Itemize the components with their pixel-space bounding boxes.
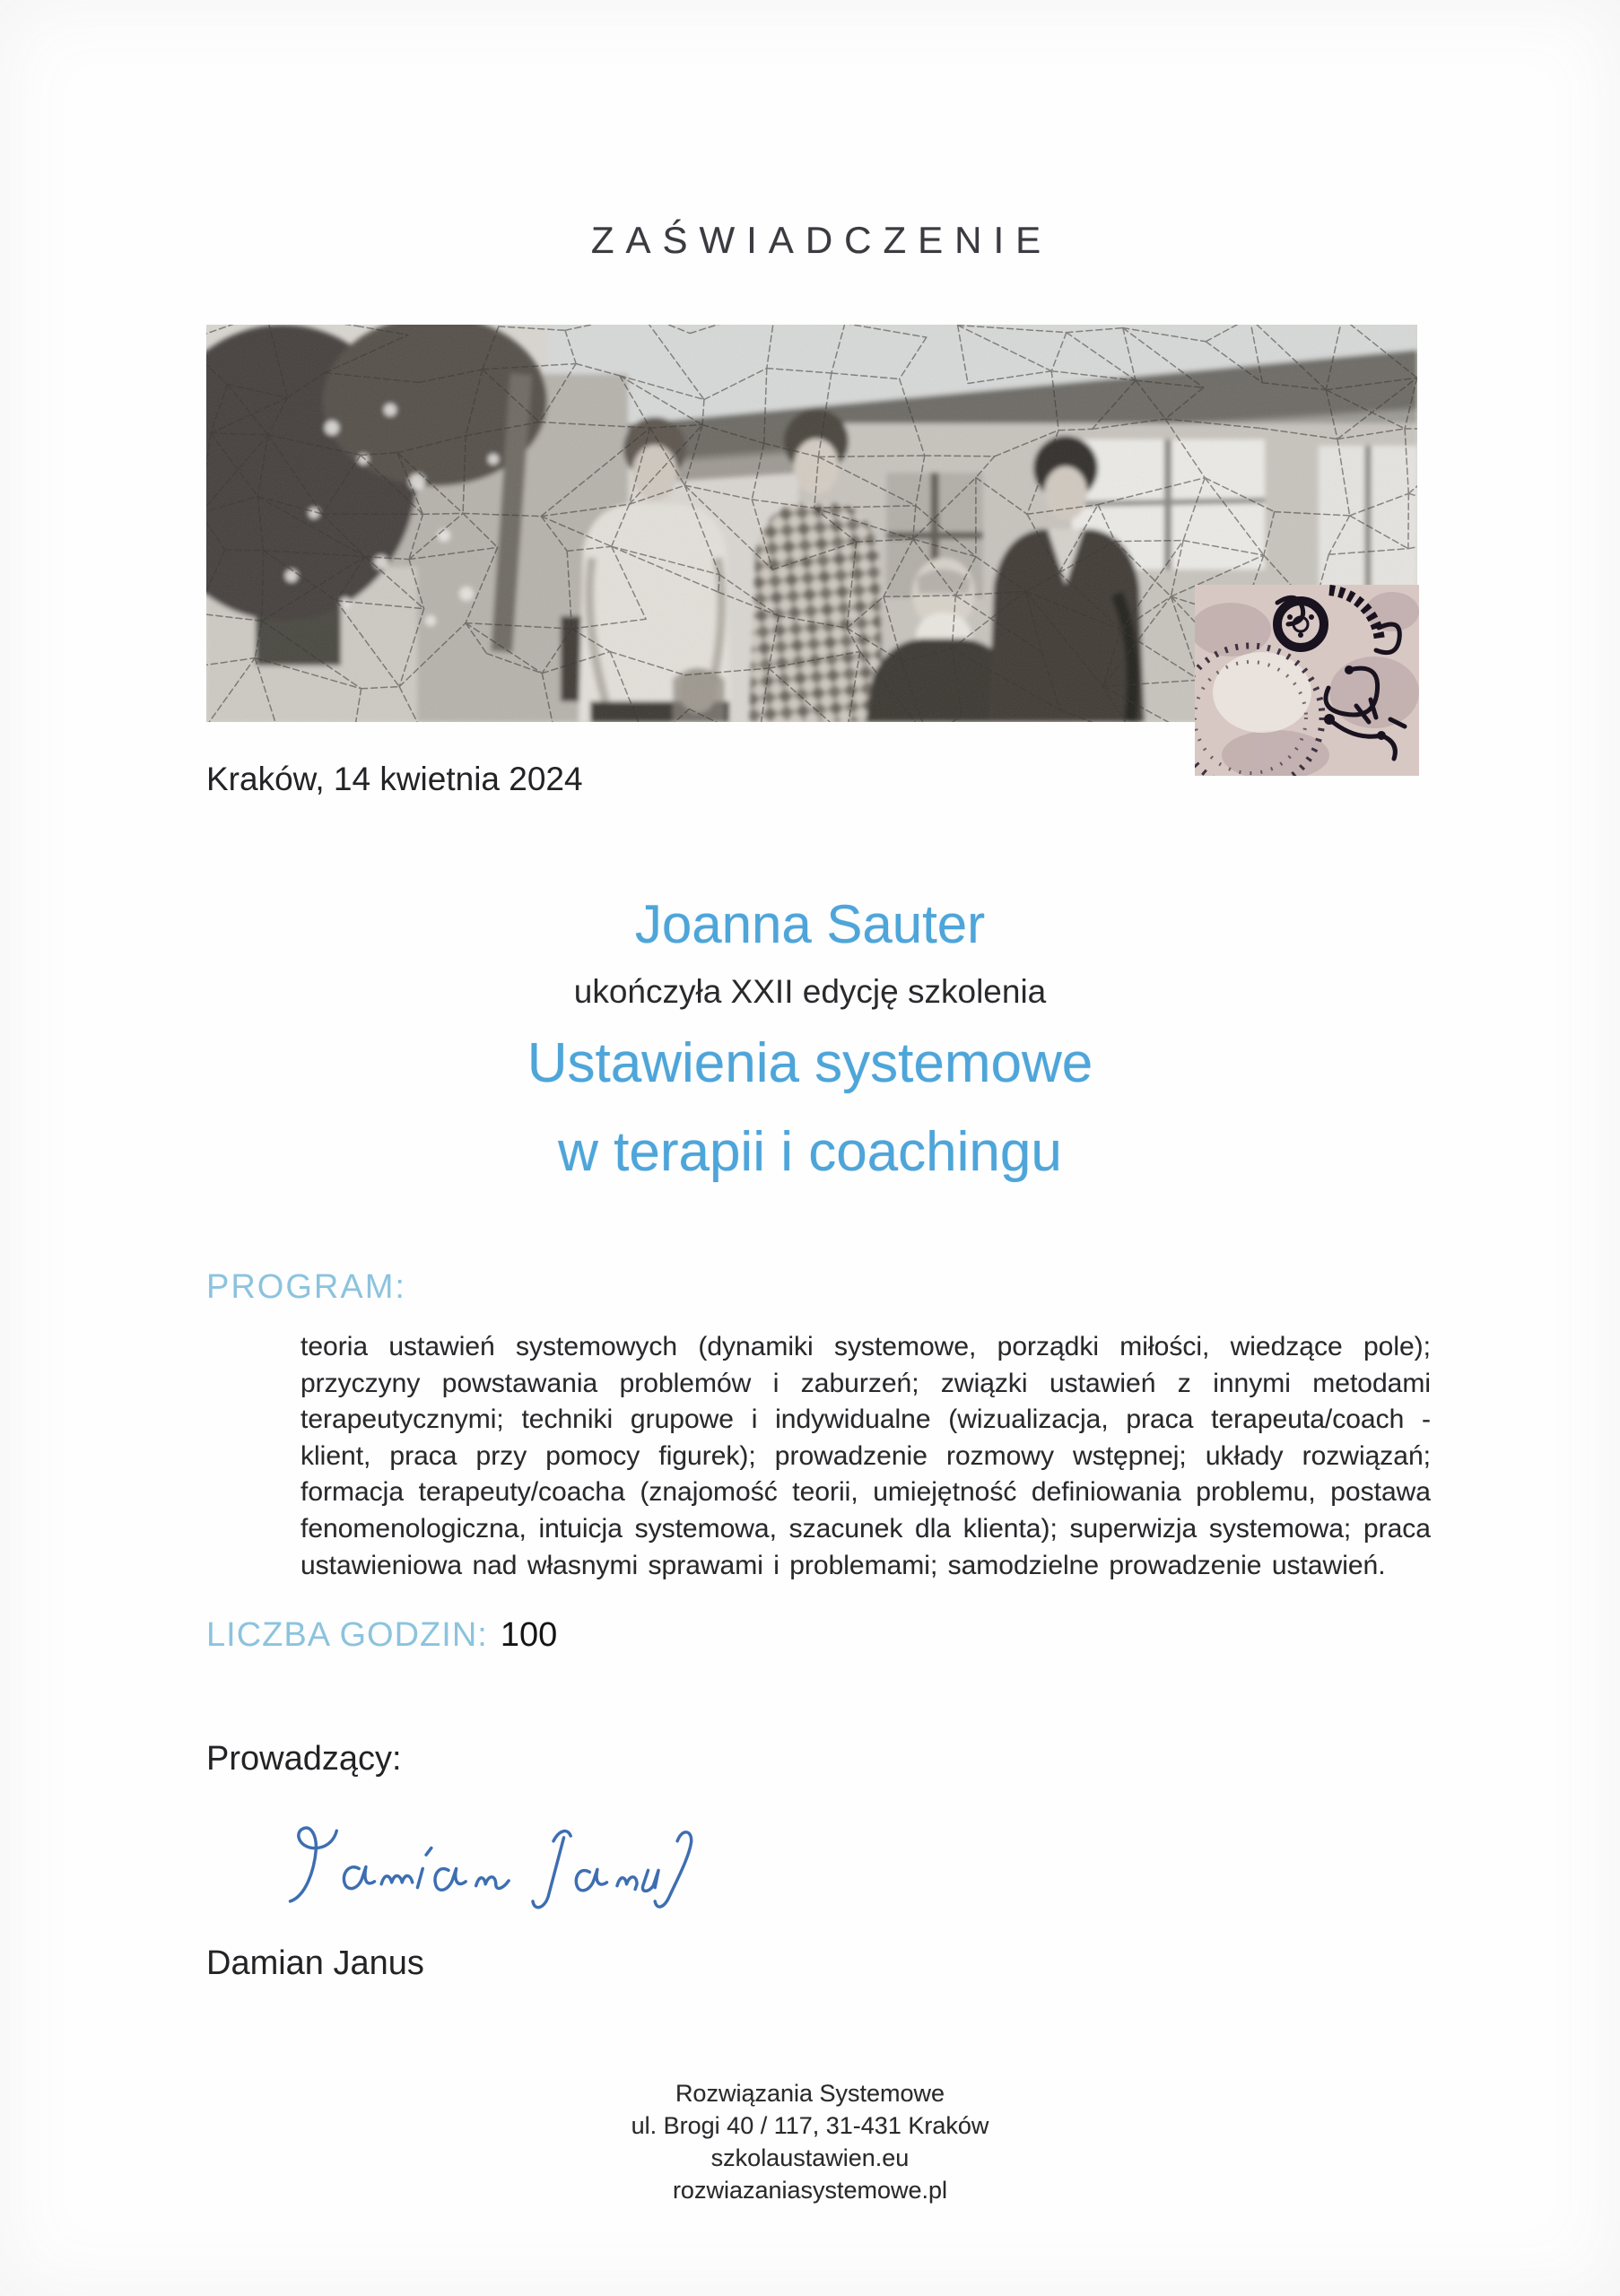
instructor-label: Prowadzący: (206, 1740, 402, 1778)
program-label: PROGRAM: (206, 1268, 406, 1306)
footer-org-name: Rozwiązania Systemowe (675, 2080, 945, 2107)
footer-address: ul. Brogi 40 / 117, 31-431 Kraków (631, 2112, 989, 2139)
signature-handwriting (280, 1815, 701, 1925)
footer-website-pl: rozwiazaniasystemowe.pl (672, 2177, 948, 2204)
completion-line: ukończyła XXII edycję szkolenia (573, 973, 1047, 1010)
hours-line (206, 1616, 557, 1655)
recipient-name: Joanna Sauter (634, 894, 986, 954)
hours-label: LICZBA GODZIN: (206, 1616, 488, 1654)
clockwork-inset (1195, 585, 1419, 776)
course-title-line2: w terapii i coachingu (558, 1121, 1062, 1183)
course-title-line1: Ustawienia systemowe (527, 1032, 1093, 1094)
hours-value: 100 (500, 1616, 558, 1654)
issue-date: Kraków, 14 kwietnia 2024 (206, 761, 583, 797)
footer (0, 2077, 1620, 2206)
footer-website-eu: szkolaustawien.eu (710, 2144, 910, 2171)
instructor-name: Damian Janus (206, 1944, 424, 1982)
certificate-title: ZAŚWIADCZENIE (590, 219, 1053, 261)
program-text: teoria ustawień systemowych (dynamiki systemowe, porządki miłości, wiedzące pole); przyczyny powstawania problemów i zaburzeń; związki ustawień z innymi metodami terapeutycznymi; techniki grupowe i indywidualne (wizualizacja, praca terapeuta/coach - klient, praca przy pomocy figurek); prowadzenie rozmowy wstępnej; układy rozwiązań; formacja terapeuty/coacha (znajomość teorii, umiejętność definiowania problemu, postawa fenomenologiczna, intuicja systemowa, szacunek dla klienta); superwizja systemowa; praca ustawieniowa nad własnymi sprawami i problemami; samodzielne prowadzenie ustawień. (300, 1332, 1431, 1580)
